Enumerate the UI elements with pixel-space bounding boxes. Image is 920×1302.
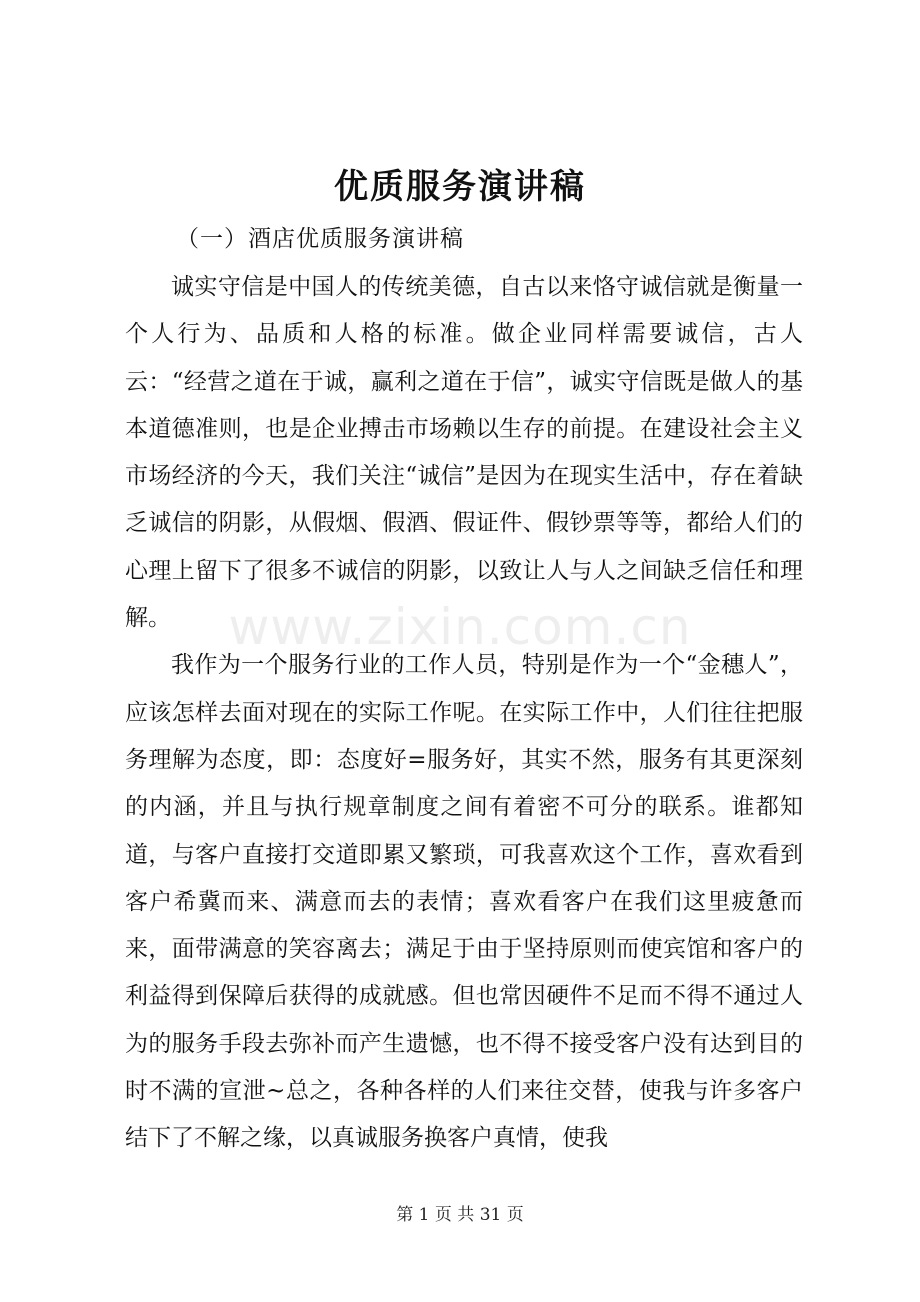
page-title: 优质服务演讲稿 <box>334 167 586 207</box>
page-footer: 第 1 页 共 31 页 <box>396 1205 524 1225</box>
section-heading: （一）酒店优质服务演讲稿 <box>176 226 464 252</box>
watermark: www.zixin.com.cn <box>228 598 692 656</box>
body-text <box>125 264 803 1163</box>
paragraph-1: 诚实守信是中国人的传统美德，自古以来恪守诚信就是衡量一个人行为、品质和人格的标准。做企业同样需要诚信，古人云：“经营之道在于诚，赢利之道在于信”，诚实守信既是做人的基本道德准则，也是企业搏击市场赖以生存的前提。在建设社会主义市场经济的今天，我们关注“诚信”是因为在现实生活中，存在着缺乏诚信的阴影，从假烟、假酒、假证件、假钞票等等，都给人们的心理上留下了很多不诚信的阴影，以致让人与人之间缺乏信任和理解。 <box>125 274 803 632</box>
paragraph-2: 我作为一个服务行业的工作人员，特别是作为一个“金穗人”，应该怎样去面对现在的实际工作呢。在实际工作中，人们往往把服务理解为态度，即：态度好=服务好，其实不然，服务有其更深刻的内涵，并且与执行规章制度之间有着密不可分的联系。谁都知道，与客户直接打交道即累又繁琐，可我喜欢这个工作，喜欢看到客户希冀而来、满意而去的表情；喜欢看客户在我们这里疲惫而来，面带满意的笑容离去；满足于由于坚持原则而使宾馆和客户的利益得到保障后获得的成就感。但也常因硬件不足而不得不通过人为的服务手段去弥补而产生遗憾，也不得不接受客户没有达到目的时不满的宣泄~总之，各种各样的人们来往交替，使我与许多客户结下了不解之缘，以真诚服务换客户真情，使我 <box>125 652 803 1152</box>
